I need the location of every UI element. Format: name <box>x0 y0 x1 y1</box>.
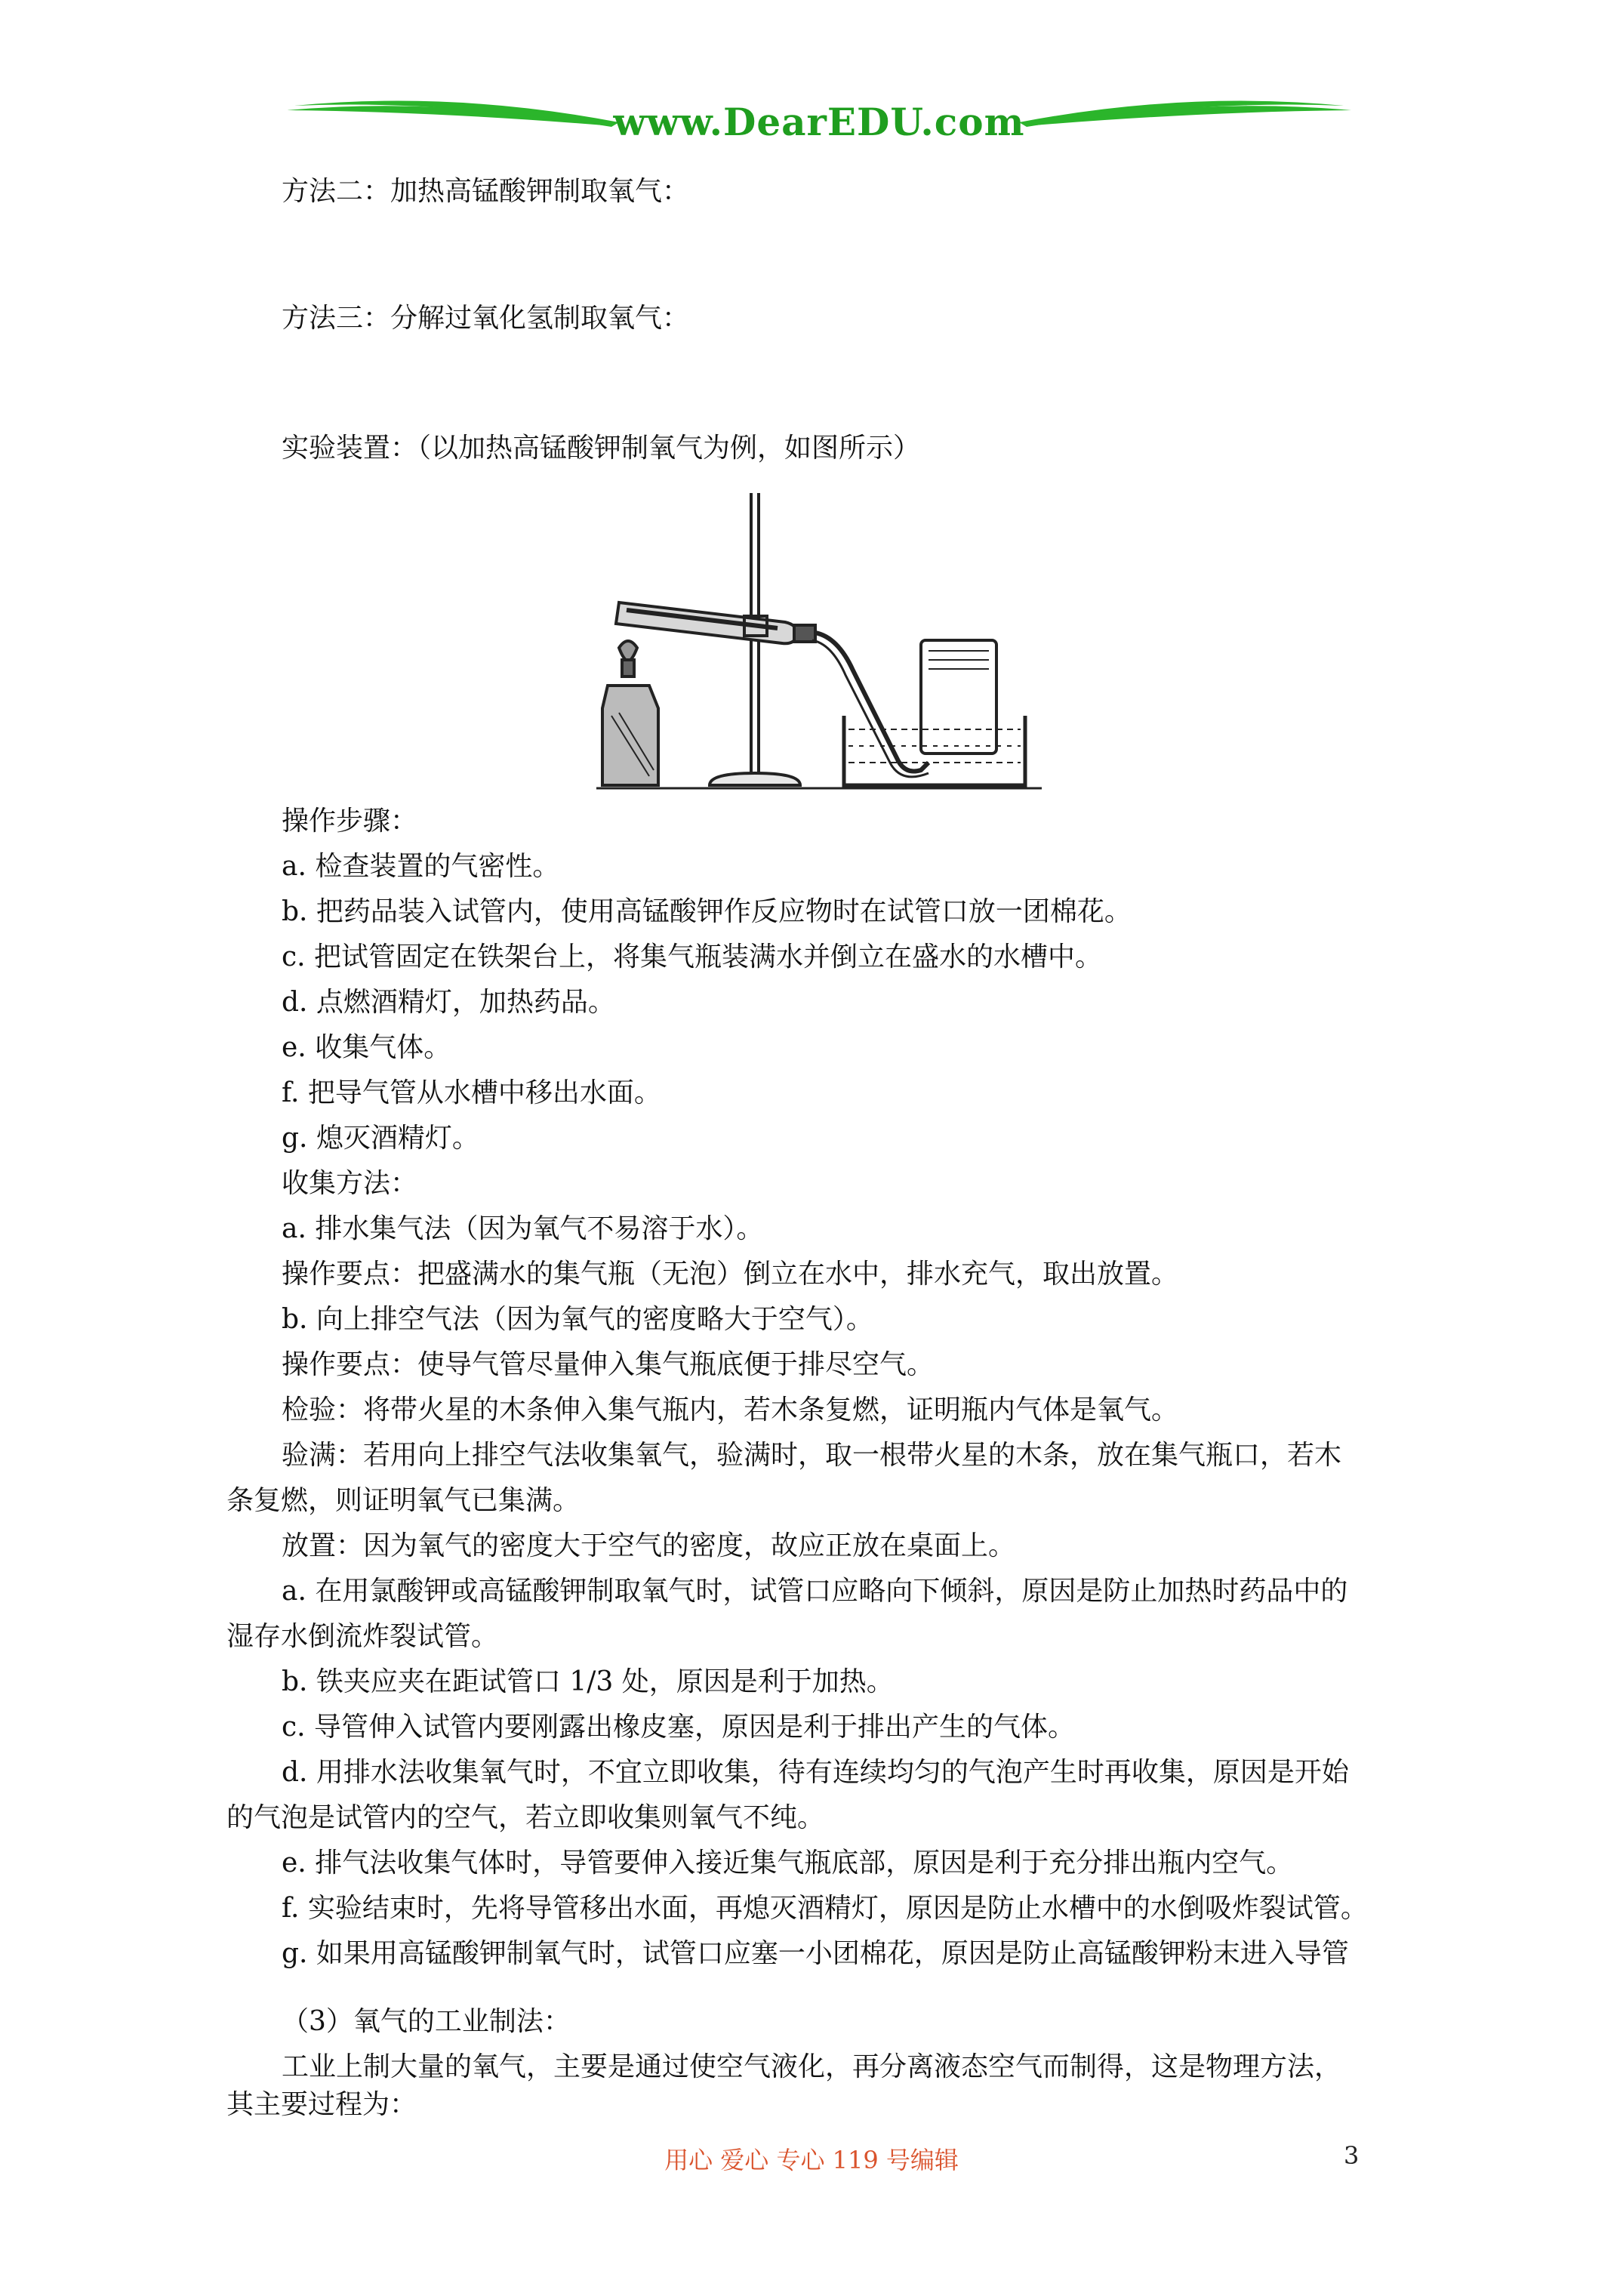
text-line: a. 排水集气法（因为氧气不易溶于水）。 <box>282 1213 764 1244</box>
text-line: b. 把药品装入试管内，使用高锰酸钾作反应物时在试管口放一团棉花。 <box>282 896 1132 927</box>
text-line: d. 用排水法收集氧气时，不宜立即收集，待有连续均匀的气泡产生时再收集，原因是开始 <box>282 1757 1349 1788</box>
header-brand: www.DearEDU.com <box>613 100 1025 144</box>
oxygen-apparatus-diagram <box>596 489 1042 795</box>
text-line: 操作步骤： <box>282 806 418 837</box>
text-line: 验满：若用向上排空气法收集氧气，验满时，取一根带火星的木条，放在集气瓶口，若木 <box>282 1440 1342 1471</box>
text-line: c. 把试管固定在铁架台上，将集气瓶装满水并倒立在盛水的水槽中。 <box>282 942 1103 972</box>
text-line: 条复燃，则证明氧气已集满。 <box>226 1485 581 1516</box>
page-number: 3 <box>1344 2141 1360 2170</box>
text-line: f. 实验结束时，先将导管移出水面，再熄灭酒精灯，原因是防止水槽中的水倒吸炸裂试管。 <box>282 1893 1368 1924</box>
text-line: 实验装置：（以加热高锰酸钾制氧气为例，如图所示） <box>282 433 921 464</box>
text-line: a. 检查装置的气密性。 <box>282 851 560 882</box>
text-line: e. 收集气体。 <box>282 1032 451 1063</box>
text-line: 检验：将带火星的木条伸入集气瓶内，若木条复燃，证明瓶内气体是氧气。 <box>282 1395 1179 1425</box>
text-line: b. 向上排空气法（因为氧气的密度略大于空气）。 <box>282 1304 873 1335</box>
text-line: 的气泡是试管内的空气，若立即收集则氧气不纯。 <box>226 1802 825 1833</box>
text-line: 方法二：加热高锰酸钾制取氧气： <box>282 176 690 207</box>
text-line: 收集方法： <box>282 1168 418 1199</box>
text-line: 操作要点：把盛满水的集气瓶（无泡）倒立在水中，排水充气，取出放置。 <box>282 1259 1179 1290</box>
text-line: 方法三：分解过氧化氢制取氧气： <box>282 303 690 334</box>
text-line: d. 点燃酒精灯，加热药品。 <box>282 987 615 1018</box>
text-line: 其主要过程为： <box>226 2089 417 2120</box>
text-line: g. 熄灭酒精灯。 <box>282 1123 479 1154</box>
footer-text: 用心 爱心 专心 119 号编辑 <box>664 2146 959 2174</box>
text-line: f. 把导气管从水槽中移出水面。 <box>282 1077 661 1108</box>
text-line: （3）氧气的工业制法： <box>282 2006 571 2037</box>
text-line: 湿存水倒流炸裂试管。 <box>226 1621 499 1652</box>
text-line: 工业上制大量的氧气，主要是通过使空气液化，再分离液态空气而制得，这是物理方法， <box>282 2051 1342 2082</box>
text-line: g. 如果用高锰酸钾制氧气时，试管口应塞一小团棉花，原因是防止高锰酸钾粉末进入导管 <box>282 1938 1349 1969</box>
text-line: e. 排气法收集气体时，导管要伸入接近集气瓶底部，原因是利于充分排出瓶内空气。 <box>282 1848 1294 1878</box>
text-line: 放置：因为氧气的密度大于空气的密度，故应正放在桌面上。 <box>282 1530 1016 1561</box>
page-header <box>287 89 1351 157</box>
text-line: 操作要点：使导气管尽量伸入集气瓶底便于排尽空气。 <box>282 1349 935 1380</box>
text-line: a. 在用氯酸钾或高锰酸钾制取氧气时，试管口应略向下倾斜，原因是防止加热时药品中的 <box>282 1576 1348 1607</box>
text-line: c. 导管伸入试管内要刚露出橡皮塞，原因是利于排出产生的气体。 <box>282 1712 1076 1743</box>
text-line: b. 铁夹应夹在距试管口 1/3 处，原因是利于加热。 <box>282 1666 894 1697</box>
